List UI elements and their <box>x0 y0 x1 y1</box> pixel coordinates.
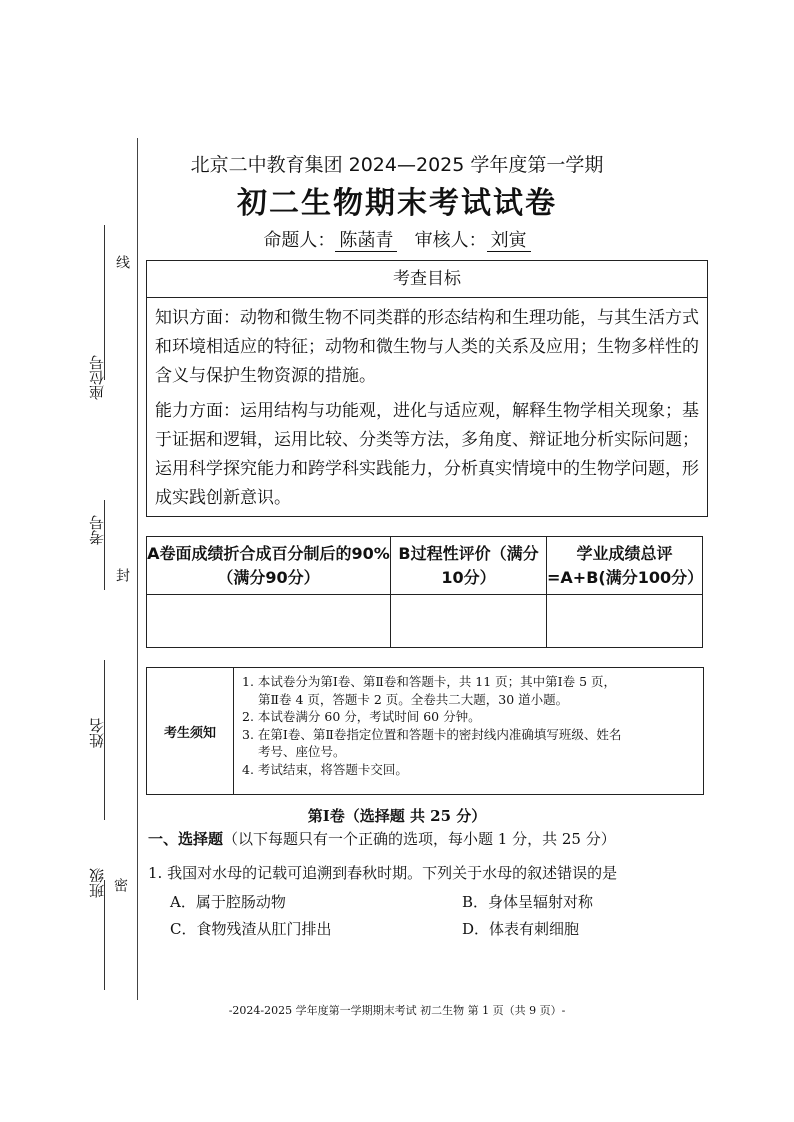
notice-item: 2. 本试卷满分 60 分，考试时间 60 分钟。 <box>242 709 481 724</box>
question-1-stem: 1. 我国对水母的记载可追溯到春秋时期。下列关于水母的叙述错误的是 <box>148 864 618 882</box>
seal-mark-line: 线 <box>114 255 130 269</box>
notice-item: 3. 在第Ⅰ卷、第Ⅱ卷指定位置和答题卡的密封线内准确填写班级、姓名 <box>242 726 622 742</box>
exam-title: 初二生物期末考试试卷 <box>237 186 557 221</box>
question-1-option-c[interactable]: C．食物残渣从肛门排出 <box>170 920 332 938</box>
score-cell-a[interactable] <box>147 595 391 647</box>
part1-title: 第Ⅰ卷（选择题 共 25 分） <box>307 807 487 825</box>
objectives-ability: 能力方面：运用结构与功能观，进化与适应观，解释生物学相关现象；基于证据和逻辑，运用比较、分类等方法，多角度、辩证地分析实际问题；运用科学探究能力和跨学科实践能力，分析真实情境中的生物学问题，形成实践创新意识。 <box>155 401 699 508</box>
binding-line <box>137 138 138 1000</box>
notice-item: 第Ⅱ卷 4 页，答题卡 2 页。全卷共二大题，30 道小题。 <box>258 691 569 707</box>
score-header-b: B过程性评价（满分10分） <box>391 537 547 595</box>
score-header-total: 学业成绩总评=A+B(满分100分） <box>547 537 702 595</box>
notice-item: 4. 考试结束，将答题卡交回。 <box>242 761 408 777</box>
notice-body <box>234 668 703 794</box>
question-1-option-a[interactable]: A．属于腔肠动物 <box>170 893 286 911</box>
seal-mark-secret: 密 <box>112 878 128 892</box>
section-note: （以下每题只有一个正确的选项，每小题 1 分，共 25 分） <box>223 830 616 848</box>
score-cell-b[interactable] <box>391 595 547 647</box>
exam-no-label: 考号 <box>88 515 106 545</box>
reviewer-name: 刘寅 <box>487 230 531 252</box>
author-label: 命题人： <box>263 230 336 251</box>
school-line: 北京二中教育集团 2024—2025 学年度第一学期 <box>190 154 604 176</box>
score-header-a: A卷面成绩折合成百分制后的90%（满分90分） <box>147 537 391 595</box>
exam-no-fill-line[interactable] <box>104 500 105 590</box>
score-cell-total[interactable] <box>547 595 702 647</box>
notice-item: 1. 本试卷分为第Ⅰ卷、第Ⅱ卷和答题卡，共 11 页；其中第Ⅰ卷 5 页， <box>242 674 617 689</box>
page-footer: -2024-2025 学年度第一学期期末考试 初二生物 第 1 页（共 9 页）- <box>228 1004 566 1017</box>
reviewer-label: 审核人： <box>414 230 487 251</box>
notice-item: 考号、座位号。 <box>258 744 346 759</box>
score-table <box>146 536 703 648</box>
section-label: 一、选择题 <box>148 830 224 848</box>
objectives-box <box>146 260 708 517</box>
notice-label: 考生须知 <box>147 668 234 794</box>
seat-label: 座位号 <box>88 355 106 400</box>
class-label: 班级 <box>88 868 106 898</box>
notice-box <box>146 667 704 795</box>
question-1-option-d[interactable]: D．体表有刺细胞 <box>462 920 580 938</box>
objectives-heading: 考查目标 <box>147 261 707 298</box>
question-1-option-b[interactable]: B．身体呈辐射对称 <box>462 893 594 911</box>
seal-mark-seal: 封 <box>114 568 130 582</box>
authors-line <box>0 226 794 252</box>
section-heading <box>148 828 616 849</box>
author-name: 陈菡青 <box>335 230 397 252</box>
name-label: 姓名 <box>88 718 106 748</box>
objectives-knowledge: 知识方面：动物和微生物不同类群的形态结构和生理功能，与其生活方式和环境相适应的特征；动物和微生物与人类的关系及应用；生物多样性的含义与保护生物资源的措施。 <box>155 308 699 386</box>
